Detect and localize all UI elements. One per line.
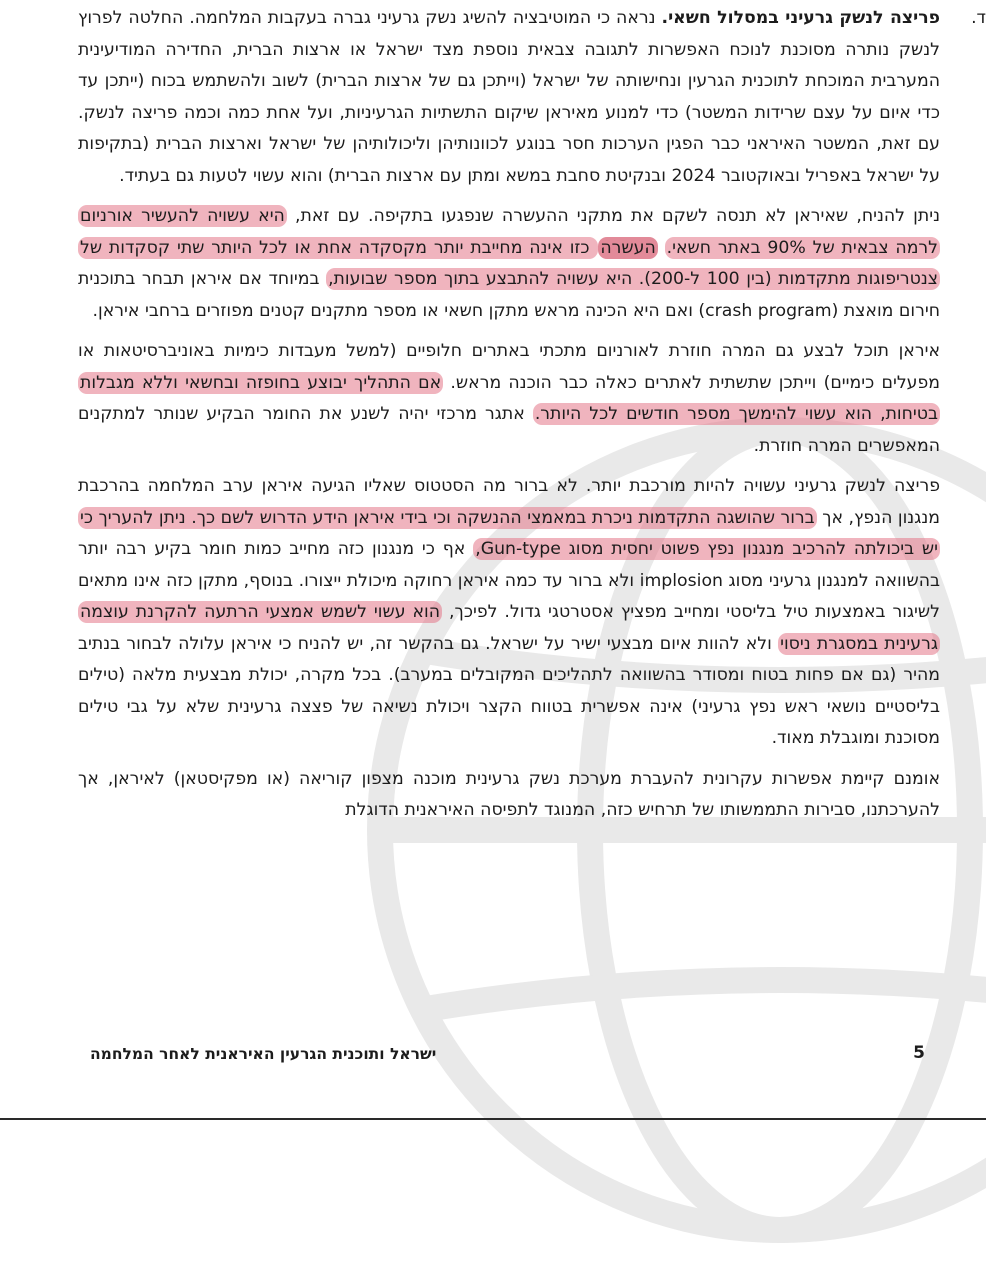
- paragraph-text: [658, 238, 665, 258]
- bottom-divider: [0, 1118, 986, 1120]
- page-footer: [90, 1043, 925, 1071]
- paragraph-weaponization: [78, 471, 940, 755]
- paragraph-text: נראה כי המוטיבציה להשיג נשק גרעיני גברה בעקבות המלחמה. החלטה לפרוץ לנשק נותרה מסוכנת לנוכח האפשרות לתגובה צבאית נוספת מצד ישראל או ארצות הברית, החדירה המודיעינית המערבית המוכחת לתוכנית הגרעין ונחישותה של ישראל (וייתכן גם של ארצות הברית) לשוב ולהשתמש בכוח (ייתכן עד כדי איום על עצם שרידות המשטר) כדי למנוע מאיראן שיקום התשתיות הגרעיניות, ועל אחת כמה וכמה פריצה לנשק. עם זאת, המשטר האיראני כבר הפגין הערכות חסר בנוגע לכוונותיהן וליכולותיהן של ישראל וארצות הברית (בתקיפות על ישראל באפריל ובאוקטובר 2024 ובנקיטת סחבת במשא ומתן עם ארצות הברית) והוא עשוי לטעות גם בעתיד.: [78, 8, 940, 186]
- list-marker: ד.: [971, 8, 986, 28]
- paragraph-text: ולא להוות איום מבצעי ישיר על ישראל. גם בהקשר זה, יש להניח כי איראן עלולה לבחור בנתיב מהיר (גם אם פחות בטוח ומסודר בהשוואה לתהליכים המקובלים במערב). בכל מקרה, יכולת מבצעית מלאה (טילים בליסטיים נושאי ראש נפץ גרעיני) אינה אפשרית בטווח הקצר ויכולת נשיאה של פצצה גרעינית שלא על גבי טילים מסוכנת ומוגבלת מאוד.: [78, 633, 940, 748]
- paragraph-text: ניתן להניח, שאיראן לא תנסה לשקם את מתקני ההעשרה שנפגעו בתקיפה. עם זאת,: [286, 206, 941, 226]
- paragraph-text: אתגר מרכזי יהיה לשנע את החומר הבקיע שנותר למתקנים המאפשרים המרה חוזרת.: [78, 404, 940, 456]
- highlighted-text: העשרה: [600, 237, 656, 258]
- highlighted-text: אם התהליך יבוצע בחופזה ובחשאי וללא מגבלות בטיחות, הוא עשוי להימשך מספר חודשים לכל היותר.: [80, 372, 938, 424]
- paragraph-transfer: [78, 764, 940, 827]
- highlighted-text: הוא עשוי לשמש אמצעי הרתעה להקרנת עוצמה גרעינית במסגרת ניסוי: [80, 602, 938, 654]
- section-heading: פריצה לנשק גרעיני במסלול חשאי.: [661, 8, 940, 28]
- highlighted-text: היא עשויה להעשיר אורניום לרמה צבאית של 90% באתר חשאי.: [80, 206, 939, 258]
- paragraph-enrichment: [78, 201, 940, 327]
- footer-title: ישראל ותוכנית הגרעין האיראנית לאחר המלחמה: [90, 1045, 437, 1063]
- paragraph-text: אף כי מנגנון כזה מחייב כמות חומר בקיע רבה יותר בהשוואה למנגנון גרעיני מסוג implosion ולא ברור עד כמה איראן רחוקה מיכולת ייצורו. בנוסף, מתקן כזה אינו מתאים לשיגור באמצעות טיל בליסטי ומחייב מפציץ אסטרטגי גדול. לפיכך,: [78, 539, 940, 622]
- paragraph-text: במיוחד אם איראן תבחר בתוכנית חירום מואצת (crash program) ואם היא הכינה מראש מתקן חשאי או מספר מתקנים קטנים מפוזרים ברחבי איראן.: [78, 269, 940, 321]
- highlighted-text: ברור שהושגה התקדמות ניכרת במאמצי ההנשקה וכי בידי איראן הידע הדרוש לשם כך. ניתן להעריך כי יש ביכולתה להרכיב מנגנון נפץ פשוט יחסית מסוג Gun-type,: [80, 507, 939, 559]
- highlighted-text: כזו אינה מחייבת יותר מקסקדה אחת או לכל היותר שתי קסקדות של צנטריפוגות מתקדמות (בין 100 ל-200). היא עשויה להתבצע בתוך מספר שבועות,: [80, 237, 938, 289]
- paragraph-text: אומנם קיימת אפשרות עקרונית להעברת מערכת נשק גרעינית מוכנה מצפון קוריאה (או מפקיסטאן) לאיראן, אך להערכתנו, סבירות התממשותו של תרחיש כזה, המנוגד לתפיסה האיראנית הדוגלת: [78, 768, 940, 820]
- document-body: [78, 0, 986, 836]
- section-d-paragraph: [78, 3, 986, 192]
- paragraph-text: פריצה לנשק גרעיני עשויה להיות מורכבת יותר. לא ברור מה הסטטוס שאליו הגיעה איראן ערב המלחמה בהרכבת מנגנון הנפץ, אך: [78, 476, 940, 528]
- paragraph-text: איראן תוכל לבצע גם המרה חוזרת לאורניום מתכתי באתרים חלופיים (למשל מעבדות כימיות באוניברסיטאות או מפעלים כימיים) וייתכן שתשתית לאתרים כאלה כבר הוכנה מראש.: [78, 341, 940, 393]
- paragraph-reconversion: [78, 336, 940, 462]
- page-number: 5: [913, 1043, 925, 1063]
